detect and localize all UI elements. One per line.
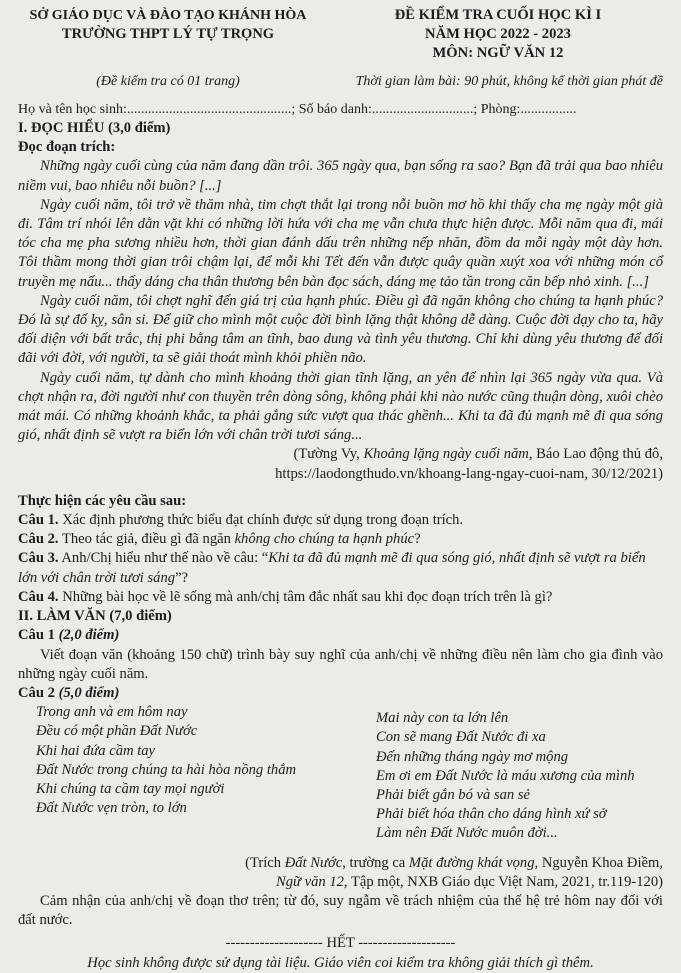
poem-source-line-2 — [18, 873, 663, 892]
question-1-label: Câu 1. — [18, 512, 59, 529]
poem-src-book: Ngữ văn 12 — [275, 873, 344, 890]
question-3-quote: Khi ta đã đủ mạnh mẽ đi qua sóng gió, nhất định sẽ vượt ra biển lớn với chân trời tươi sáng — [18, 550, 646, 586]
header — [18, 6, 663, 64]
school-year: NĂM HỌC 2022 - 2023 — [425, 26, 571, 43]
read-label: Đọc đoạn trích: — [18, 139, 116, 156]
passage-para-4: Ngày cuối năm, tự dành cho mình khoảng thời gian tĩnh lặng, an yên để nhìn lại 365 ngày vừa qua. Và chợt nhận ra, đời người như con thuyền trên dòng sông, không phải khi nào nước cũng thuận dòng, xuôi chèo mát mái. Có những khoảnh khắc, ta phải gắng sức vượt qua thác ghềnh... Khi ta đã đủ mạnh mẽ đi qua sóng gió, nhất định sẽ vượt ra biển lớn với chân trời tươi sáng... — [18, 369, 663, 444]
poem-src-author: , Nguyễn Khoa Điềm, — [534, 854, 663, 871]
question-3-label: Câu 3. — [18, 550, 59, 567]
essay-1-title — [18, 626, 663, 645]
poem-left-column — [18, 703, 376, 843]
header-left — [18, 6, 318, 64]
task-label: Thực hiện các yêu cầu sau: — [18, 492, 187, 509]
poem-line: Mai này con ta lớn lên — [376, 710, 509, 727]
student-info-line: Họ và tên học sinh:...............................................; Số báo danh:.............................; Phòng:................ — [18, 101, 577, 117]
poem-line: Em ơi em Đất Nước là máu xương của mình — [376, 767, 635, 784]
essay-2-text: Cảm nhận của anh/chị về đoạn thơ trên; từ đó, suy ngẫm về trách nhiệm của thế hệ trẻ hôm nay đối với đất nước. — [18, 892, 663, 929]
poem-line: Đều có một phần Đất Nước — [36, 723, 198, 740]
question-2-mark: ? — [414, 531, 421, 548]
poem — [18, 703, 663, 843]
header-right — [333, 6, 663, 64]
poem-src-prefix: (Trích — [245, 854, 285, 871]
department-name: SỞ GIÁO DỤC VÀ ĐÀO TẠO KHÁNH HÒA — [29, 8, 307, 23]
passage-para-1: Những ngày cuối cùng của năm đang dần trôi. 365 ngày qua, bạn sống ra sao? Bạn đã trải qua bao nhiêu niềm vui, bao nhiêu nỗi buồn? [...] — [18, 158, 663, 194]
poem-src-title: Đất Nước — [284, 854, 343, 871]
poem-line: Đến những tháng ngày mơ mộng — [376, 748, 569, 765]
essay-2-score: (5,0 điểm) — [58, 684, 120, 701]
poem-line: Phải biết hóa thân cho dáng hình xứ sở — [376, 806, 607, 823]
essay-1-score: (2,0 điểm) — [58, 627, 120, 644]
source-publisher: , Báo Lao động thủ đô, — [528, 446, 663, 463]
question-1-text: Xác định phương thức biểu đạt chính được sử dụng trong đoạn trích. — [62, 512, 464, 529]
end-mark: -------------------- HẾT -------------------- — [225, 935, 456, 952]
essay-1-text: Viết đoạn văn (khoảng 150 chữ) trình bày suy nghĩ của anh/chị về những điều nên làm cho gia đình vào những ngày cuối năm. — [18, 646, 663, 682]
source-author: (Tường Vy, — [293, 446, 364, 463]
passage-para-2: Ngày cuối năm, tôi trở về thăm nhà, tim chợt thắt lại trong nỗi buồn mơ hồ khi thấy cha mẹ ngày một già đi. Tâm trí nhói lên dằn vặt khi có những lời hứa với cha mẹ vẫn chưa thực hiện được. Mỗi năm qua đi, mái tóc cha mẹ pha sương nhiều hơn, thời gian đánh dấu trên những nếp nhăn, đồm da mỗi ngày một dày hơn. Tôi thầm mong thời gian trôi chậm lại, để mỗi khi Tết đến vẫn được quây quần xuýt xoa với những món cổ truyền mẹ nấu... thấy dáng cha thân thương bên bàn đọc sách, dáng mẹ tảo tần trong căn bếp nhỏ xinh. [...] — [18, 196, 663, 290]
question-2-emphasis: không cho chúng ta hạnh phúc — [234, 531, 415, 548]
poem-line: Đất Nước trong chúng ta hài hòa nồng thắm — [36, 761, 297, 778]
passage-para-3: Ngày cuối năm, tôi chợt nghĩ đến giá trị của hạnh phúc. Điều gì đã ngăn không cho chúng ta hạnh phúc? Đó là sự đố kỵ, sân si. Để giữ cho mình một cuộc đời bình lặng thật không dễ dàng. Cuộc đời dạy cho ta, hãy đối diện với bất trắc, thị phi bằng tâm an tĩnh, bao dung và tình yêu thương. Chỉ khi dùng yêu thương để đối đãi với đời, với người, ta sẽ giải thoát mình khỏi phiền não. — [18, 292, 663, 367]
question-3-mark: ”? — [175, 569, 189, 586]
exam-title: ĐỀ KIỂM TRA CUỐI HỌC KÌ I — [394, 7, 602, 23]
part1-heading: I. ĐỌC HIỂU (3,0 điểm) — [18, 120, 171, 137]
question-2-label: Câu 2. — [18, 531, 59, 548]
question-3-text: Anh/Chị hiểu như thế nào về câu: “ — [61, 550, 269, 567]
poem-line: Con sẽ mang Đất Nước đi xa — [376, 729, 546, 746]
passage-source — [18, 445, 663, 464]
poem-src-mid: , trường ca — [342, 854, 409, 871]
essay-2-label: Câu 2 — [18, 684, 55, 701]
poem-line: Trong anh và em hôm nay — [36, 704, 188, 721]
poem-line: Phải biết gắn bó và san sẻ — [376, 786, 531, 803]
school-name: TRƯỜNG THPT LÝ TỰ TRỌNG — [61, 26, 275, 43]
question-4-label: Câu 4. — [18, 588, 59, 605]
question-2-text: Theo tác giả, điều gì đã ngăn — [61, 531, 235, 548]
question-4 — [18, 588, 663, 607]
poem-src-publisher: , Tập một, NXB Giáo dục Việt Nam, 2021, tr.119-120) — [343, 873, 663, 890]
part2-heading: II. LÀM VĂN (7,0 điểm) — [18, 608, 172, 625]
source-title: Khoảng lặng ngày cuối năm — [363, 446, 529, 463]
sub-header — [18, 72, 663, 91]
poem-line: Khi chúng ta cầm tay mọi người — [36, 780, 225, 797]
question-2 — [18, 530, 663, 549]
footer-note: Học sinh không được sử dụng tài liệu. Giáo viên coi kiểm tra không giải thích gì thêm. — [87, 954, 594, 971]
question-3 — [18, 549, 663, 587]
poem-source-line-1 — [18, 854, 663, 873]
poem-line: Làm nên Đất Nước muôn đời... — [376, 825, 558, 842]
essay-1-label: Câu 1 — [18, 627, 55, 644]
poem-line: Đất Nước vẹn tròn, to lớn — [36, 800, 187, 817]
pages-note: (Đề kiểm tra có 01 trang) — [96, 73, 240, 89]
question-4-text: Những bài học về lẽ sống mà anh/chị tâm đắc nhất sau khi đọc đoạn trích trên là gì? — [62, 588, 553, 605]
subject-name: MÔN: NGỮ VĂN 12 — [432, 45, 564, 62]
time-note: Thời gian làm bài: 90 phút, không kể thời gian phát đề — [355, 73, 663, 89]
essay-2-title — [18, 684, 663, 703]
question-1 — [18, 511, 663, 530]
poem-right-column — [376, 709, 635, 843]
poem-src-epic: Mặt đường khát vọng — [408, 854, 535, 871]
source-url: https://laodongthudo.vn/khoang-lang-ngay-cuoi-nam, 30/12/2021) — [275, 465, 663, 482]
poem-line: Khi hai đứa cầm tay — [36, 742, 156, 759]
